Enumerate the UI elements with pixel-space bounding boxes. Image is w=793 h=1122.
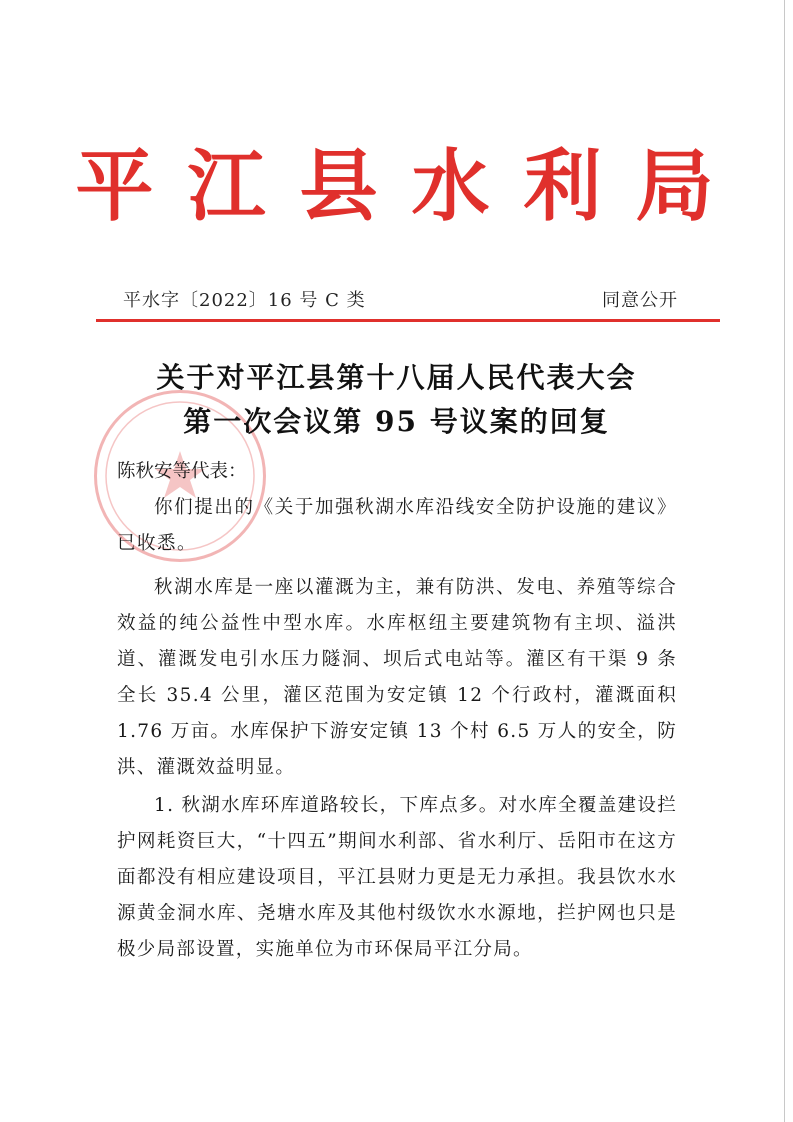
body-paragraph-point-1 xyxy=(117,788,677,968)
disclosure-status: 同意公开 xyxy=(602,290,678,311)
org-header: 平江县水利局 xyxy=(75,141,748,232)
paragraph-text: 你们提出的《关于加强秋湖水库沿线安全防护设施的建议》已收悉。 xyxy=(117,497,677,554)
body-paragraph-acknowledgement xyxy=(117,490,677,562)
document-title-line-1: 关于对平江县第十八届人民代表大会 xyxy=(156,361,637,394)
body-paragraph-reservoir-overview xyxy=(117,570,677,786)
salutation-text: 陈秋安等代表： xyxy=(117,461,247,482)
document-number: 平水字〔2022〕16 号 C 类 xyxy=(123,290,366,311)
paragraph-text: 秋湖水库是一座以灌溉为主，兼有防洪、发电、养殖等综合效益的纯公益性中型水库。水库枢纽主要建筑物有主坝、溢洪道、灌溉发电引水压力隧洞、坝后式电站等。灌区有干渠 9 条全长 35.4 公里，灌区范围为安定镇 12 个行政村，灌溉面积 1.76 万亩。水库保护下游安定镇 13 个村 6.5 万人的安全，防洪、灌溉效益明显。 xyxy=(117,577,677,778)
paragraph-text: 1. 秋湖水库环库道路较长，下库点多。对水库全覆盖建设拦护网耗资巨大，“十四五”期间水利部、省水利厅、岳阳市在这方面都没有相应建设项目，平江县财力更是无力承担。我县饮水水源黄金洞水库、尧塘水库及其他村级饮水水源地，拦护网也只是极少局部设置，实施单位为市环保局平江分局。 xyxy=(117,795,677,960)
header-divider xyxy=(96,319,720,322)
page-edge-line xyxy=(784,0,785,1122)
salutation xyxy=(117,454,677,490)
document-title-line-2: 第一次会议第 95 号议案的回复 xyxy=(183,405,610,438)
